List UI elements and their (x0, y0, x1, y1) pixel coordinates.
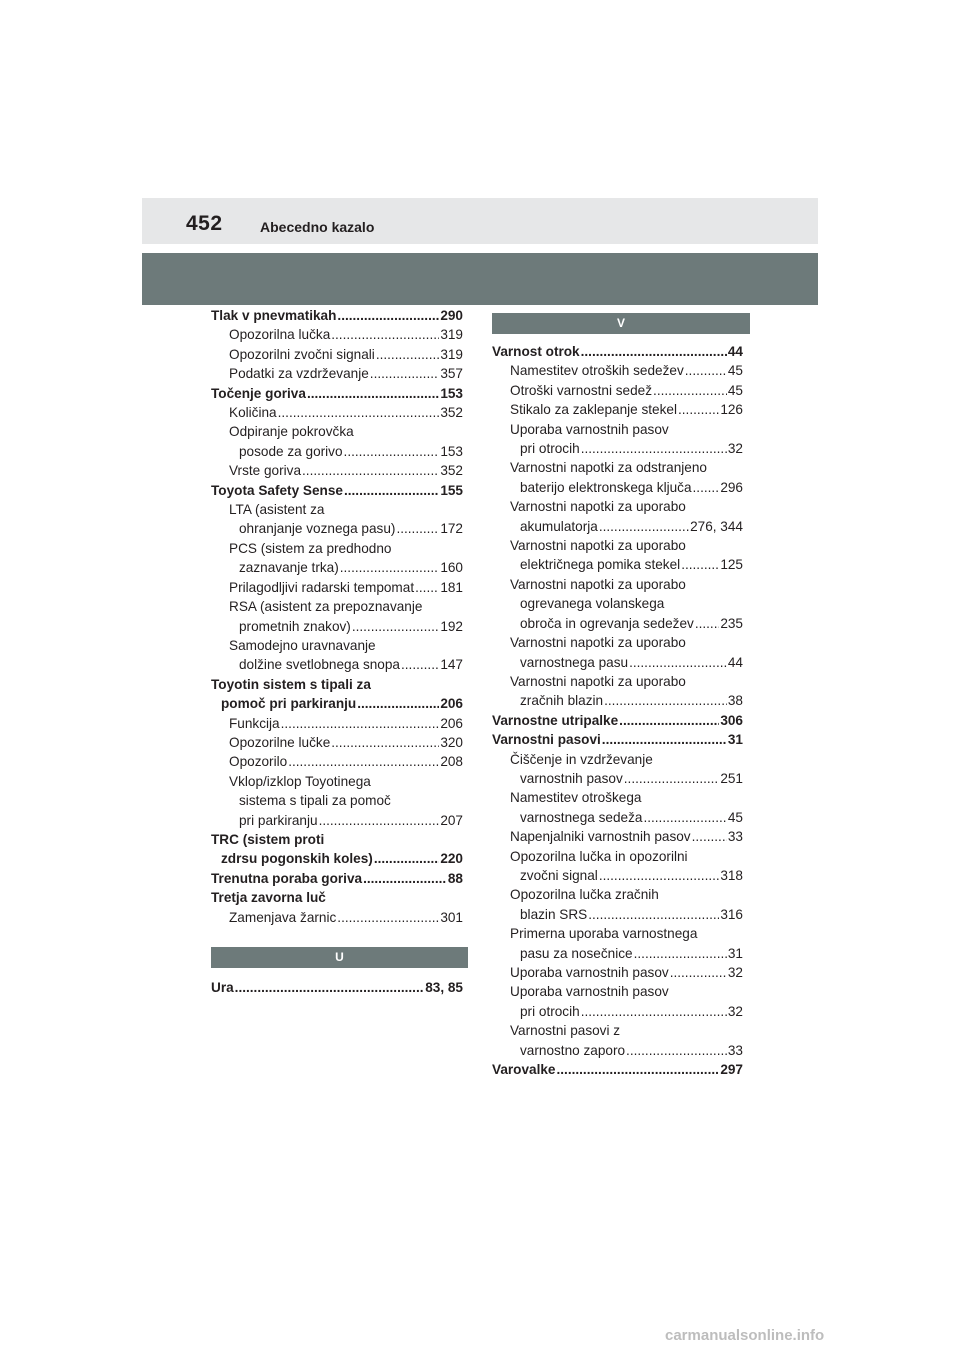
dot-leader (374, 849, 439, 868)
index-entry (211, 539, 463, 558)
index-entry (492, 478, 743, 497)
index-entry (211, 403, 463, 422)
dot-leader (643, 808, 726, 827)
index-entry-text: Stikalo za zaklepanje stekel (510, 402, 677, 418)
index-entry-page: 45 (727, 382, 743, 398)
index-entry (211, 733, 463, 752)
index-entry-text: baterijo elektronskega ključa (520, 479, 692, 495)
index-entry (211, 908, 463, 927)
index-entry-text: LTA (asistent za (229, 502, 325, 518)
index-entry-page: 153 (440, 443, 463, 459)
index-entry (211, 752, 463, 771)
dot-leader (599, 517, 689, 536)
index-entry (211, 869, 463, 888)
index-entry-text: Tretja zavorna luč (211, 890, 326, 906)
index-entry (211, 888, 463, 907)
index-entry-text: RSA (asistent za prepoznavanje (229, 599, 423, 615)
index-entry-text: Odpiranje pokrovčka (229, 424, 354, 440)
index-entry (492, 672, 743, 691)
index-entry-text: Namestitev otroških sedežev (510, 363, 684, 379)
index-entry-page: 83, 85 (425, 980, 463, 995)
index-entry (492, 691, 743, 710)
index-entry (492, 750, 743, 769)
index-entry (492, 769, 743, 788)
index-entry (211, 519, 463, 538)
index-entry-text: Vklop/izklop Toyotinega (229, 773, 371, 789)
index-entry (492, 788, 743, 807)
index-entry-page: 147 (440, 657, 463, 673)
index-entry (211, 345, 463, 364)
index-entry-page: 192 (440, 618, 463, 634)
index-entry (492, 885, 743, 904)
index-entry-page: 290 (440, 308, 463, 323)
index-entry (211, 461, 463, 480)
dot-leader (337, 908, 439, 927)
index-entry (211, 422, 463, 441)
index-entry-text: Čiščenje in vzdrževanje (510, 751, 653, 767)
index-entry-text: električnega pomika stekel (520, 557, 681, 573)
index-entry-text: pri parkiranju (239, 812, 318, 828)
index-entry-page: 276, 344 (690, 518, 743, 534)
index-entry-text: varnostnega sedeža (520, 809, 643, 825)
index-entry (492, 653, 743, 672)
index-entry-page: 125 (720, 557, 743, 573)
index-entry-text: Varovalke (492, 1062, 556, 1078)
dot-leader (288, 752, 439, 771)
index-entry (492, 808, 743, 827)
index-entry (492, 555, 743, 574)
index-entry-text: Opozorilni zvočni signali (229, 346, 375, 362)
dot-leader (685, 361, 727, 380)
index-entry-text: TRC (sistem proti (211, 831, 325, 847)
index-entry-text: posode za gorivo (239, 443, 343, 459)
index-entry (211, 849, 463, 868)
watermark: carmanualsonline.info (665, 1327, 825, 1344)
index-entry (492, 905, 743, 924)
index-entry-text: Opozorilna lučka (229, 327, 331, 343)
index-entry (492, 400, 743, 419)
index-entry-text: Ura (211, 980, 234, 995)
index-entry (492, 420, 743, 439)
index-entry-text: Varnostni napotki za uporabo (510, 538, 686, 554)
index-entry-text: Vrste goriva (229, 463, 302, 479)
index-entry (211, 714, 463, 733)
index-entry-page: 235 (720, 615, 743, 631)
index-entry-page: 206 (440, 696, 463, 712)
index-entry-page: 44 (727, 344, 743, 359)
index-entry-text: Opozorilna lučka zračnih (510, 887, 659, 903)
index-entry (492, 594, 743, 613)
index-entry-page: 320 (440, 734, 463, 750)
index-entry-text: Funkcija (229, 715, 280, 731)
index-entry (492, 1041, 743, 1060)
index-entry (492, 458, 743, 477)
index-entry-text: Varnostni pasovi (492, 732, 601, 748)
index-entry-page: 126 (720, 402, 743, 418)
index-entry (492, 439, 743, 458)
section-heading-v: V (492, 313, 750, 334)
index-entry-text: Prilagodljivi radarski tempomat (229, 579, 415, 595)
index-entry-page: 160 (440, 560, 463, 576)
index-entry (211, 791, 463, 810)
dot-leader (695, 614, 720, 633)
index-entry (492, 575, 743, 594)
index-entry (492, 536, 743, 555)
dot-leader (278, 403, 440, 422)
index-entry-text: Opozorilo (229, 754, 288, 770)
index-entry-text: Toyotin sistem s tipali za (211, 676, 371, 692)
index-entry-page: 44 (727, 654, 743, 670)
page-title: Abecedno kazalo (260, 219, 375, 235)
index-entry-text: obroča in ogrevanja sedežev (520, 615, 694, 631)
index-entry-text: Opozorilne lučke (229, 734, 331, 750)
index-entry-text: varnostno zaporo (520, 1042, 626, 1058)
index-entry (492, 924, 743, 943)
index-entry-text: ohranjanje voznega pasu) (239, 521, 396, 537)
index-entry-text: Toyota Safety Sense (211, 482, 343, 498)
index-entry (492, 847, 743, 866)
index-entry-page: 306 (720, 712, 743, 728)
dot-leader (581, 1002, 727, 1021)
index-entry-page: 297 (720, 1062, 743, 1078)
dot-leader (344, 481, 439, 500)
index-entry-text: Varnostni napotki za uporabo (510, 673, 686, 689)
index-entry (492, 342, 743, 361)
index-entry-text: pomoč pri parkiranju (221, 696, 357, 712)
index-entry-page: 319 (440, 346, 463, 362)
index-entry (492, 497, 743, 516)
index-entry-page: 357 (440, 366, 463, 382)
dot-leader (678, 400, 719, 419)
index-entry-page: 32 (727, 441, 743, 457)
dot-leader (331, 325, 439, 344)
index-entry-text: Količina (229, 405, 277, 421)
index-entry (492, 730, 743, 749)
index-entry-page: 318 (720, 867, 743, 883)
index-entry (211, 811, 463, 830)
index-entry (492, 517, 743, 536)
dot-leader (693, 478, 720, 497)
index-entry-text: zdrsu pogonskih koles) (221, 851, 373, 867)
dot-leader (581, 439, 727, 458)
index-entry-text: varnostnega pasu (520, 654, 629, 670)
dot-leader (619, 711, 719, 730)
index-entry-page: 33 (727, 829, 743, 845)
index-entry-text: akumulatorja (520, 518, 598, 534)
index-entry-text: blazin SRS (520, 906, 588, 922)
dot-leader (624, 769, 720, 788)
dot-leader (557, 1060, 720, 1079)
index-entry-page: 319 (440, 327, 463, 343)
index-column-left-u (211, 978, 463, 997)
dot-leader (602, 730, 727, 749)
dot-leader (337, 306, 439, 325)
index-entry (211, 325, 463, 344)
index-entry (211, 597, 463, 616)
index-entry (211, 675, 463, 694)
index-entry-page: 45 (727, 809, 743, 825)
index-entry (492, 1002, 743, 1021)
dot-leader (370, 364, 440, 383)
index-entry (492, 614, 743, 633)
index-entry-page: 251 (720, 770, 743, 786)
dot-leader (363, 869, 447, 888)
index-entry (492, 866, 743, 885)
index-entry-page: 153 (440, 385, 463, 401)
index-entry (211, 558, 463, 577)
index-entry-text: pasu za nosečnice (520, 945, 633, 961)
index-entry-text: Primerna uporaba varnostnega (510, 926, 698, 942)
index-entry (211, 306, 463, 325)
index-entry-text: Podatki za vzdrževanje (229, 366, 369, 382)
index-entry (211, 364, 463, 383)
index-entry-page: 32 (727, 1003, 743, 1019)
page-number: 452 (186, 212, 223, 235)
index-entry (211, 500, 463, 519)
index-entry (492, 944, 743, 963)
dot-leader (307, 384, 439, 403)
index-entry-text: Uporaba varnostnih pasov (510, 965, 669, 980)
index-entry (211, 772, 463, 791)
dot-leader (396, 519, 439, 538)
dot-leader (344, 442, 440, 461)
index-entry-page: 31 (727, 732, 743, 748)
index-entry (211, 694, 463, 713)
index-column-right (492, 342, 743, 1079)
dot-leader (634, 944, 727, 963)
index-entry-text: Točenje goriva (211, 385, 306, 401)
index-entry-page: 88 (447, 870, 463, 886)
index-entry-text: Uporaba varnostnih pasov (510, 984, 669, 1000)
index-entry-page: 155 (440, 482, 463, 498)
header-bar (142, 198, 818, 244)
index-entry-page: 181 (440, 579, 463, 595)
index-entry-page: 301 (440, 909, 463, 925)
index-entry-text: varnostnih pasov (520, 770, 623, 786)
index-entry-text: Opozorilna lučka in opozorilni (510, 848, 688, 864)
index-entry-text: Varnostne utripalke (492, 712, 619, 728)
index-entry (492, 1060, 743, 1079)
index-entry-text: Tlak v pnevmatikah (211, 308, 337, 323)
index-entry-page: 220 (440, 851, 463, 867)
index-entry (211, 384, 463, 403)
dot-leader (599, 866, 719, 885)
index-entry-text: sistema s tipali za pomoč (239, 793, 391, 809)
dot-leader (653, 381, 727, 400)
index-entry (492, 827, 743, 846)
dot-leader (626, 1041, 727, 1060)
index-entry (211, 655, 463, 674)
index-entry-text: zaznavanje trka) (239, 560, 339, 576)
dot-leader (415, 578, 439, 597)
index-entry-page: 31 (727, 945, 743, 961)
index-entry-text: Varnostni pasovi z (510, 1023, 621, 1039)
index-entry-text: PCS (sistem za predhodno (229, 540, 392, 556)
index-entry-text: pri otrocih (520, 441, 580, 457)
index-entry (211, 578, 463, 597)
index-entry-page: 45 (727, 363, 743, 379)
dot-leader (357, 694, 439, 713)
index-entry-text: Varnostni napotki za uporabo (510, 576, 686, 592)
index-entry-text: Varnostni napotki za uporabo (510, 499, 686, 515)
index-entry-page: 207 (440, 812, 463, 828)
index-entry-page: 352 (440, 463, 463, 479)
index-entry (492, 963, 743, 982)
dot-leader (340, 558, 440, 577)
dot-leader (352, 617, 439, 636)
index-entry-page: 32 (727, 965, 743, 980)
dot-leader (235, 978, 425, 997)
index-entry-text: Varnost otrok (492, 344, 580, 359)
index-entry-page: 296 (720, 479, 743, 495)
dot-leader (401, 655, 439, 674)
index-entry-page: 208 (440, 754, 463, 770)
index-entry (211, 636, 463, 655)
header-band (142, 253, 818, 305)
index-column-left (211, 306, 463, 927)
index-entry-text: Namestitev otroškega (510, 790, 642, 806)
index-entry (492, 633, 743, 652)
index-entry-page: 172 (440, 521, 463, 537)
index-entry (492, 982, 743, 1001)
index-entry-text: Varnostni napotki za odstranjeno (510, 460, 707, 476)
dot-leader (681, 555, 719, 574)
index-entry-page: 206 (440, 715, 463, 731)
index-entry-text: ogrevanega volanskega (520, 596, 665, 612)
index-entry-text: zvočni signal (520, 867, 598, 883)
index-entry (492, 361, 743, 380)
index-entry-page: 38 (727, 693, 743, 709)
index-entry-page: 352 (440, 405, 463, 421)
index-entry-page: 33 (727, 1042, 743, 1058)
dot-leader (588, 905, 719, 924)
index-entry (211, 481, 463, 500)
index-entry (211, 978, 463, 997)
dot-leader (331, 733, 439, 752)
index-entry-text: Trenutna poraba goriva (211, 870, 363, 886)
dot-leader (629, 653, 727, 672)
index-entry (211, 442, 463, 461)
index-entry-text: dolžine svetlobnega snopa (239, 657, 400, 673)
index-entry-text: Zamenjava žarnic (229, 909, 337, 925)
dot-leader (376, 345, 439, 364)
dot-leader (281, 714, 440, 733)
dot-leader (319, 811, 440, 830)
index-entry (211, 830, 463, 849)
index-entry-text: Otroški varnostni sedež (510, 382, 653, 398)
index-entry-text: zračnih blazin (520, 693, 604, 709)
index-entry-text: prometnih znakov) (239, 618, 351, 634)
index-entry-text: Varnostni napotki za uporabo (510, 635, 686, 651)
dot-leader (581, 342, 727, 361)
index-entry-page: 316 (720, 906, 743, 922)
index-entry (211, 617, 463, 636)
index-entry (492, 711, 743, 730)
index-entry-text: Napenjalniki varnostnih pasov (510, 829, 691, 845)
index-entry (492, 1021, 743, 1040)
dot-leader (302, 461, 439, 480)
dot-leader (692, 827, 727, 846)
dot-leader (604, 691, 727, 710)
index-entry (492, 381, 743, 400)
index-entry-text: Samodejno uravnavanje (229, 637, 376, 653)
dot-leader (670, 963, 727, 982)
section-heading-u: U (211, 947, 468, 968)
index-entry-text: pri otrocih (520, 1003, 580, 1019)
index-entry-text: Uporaba varnostnih pasov (510, 421, 669, 437)
